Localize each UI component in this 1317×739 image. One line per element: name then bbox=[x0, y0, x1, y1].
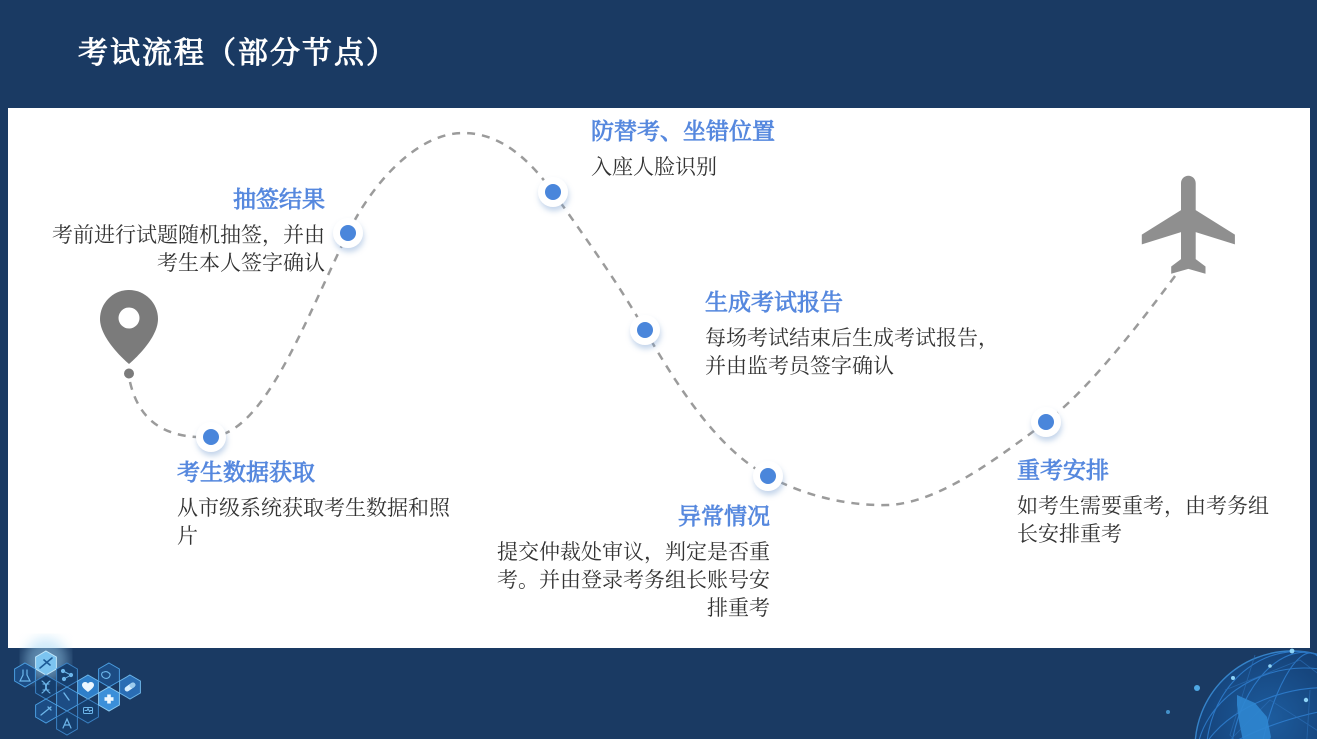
syringe-icon bbox=[40, 658, 52, 668]
slide-title: 考试流程（部分节点） bbox=[78, 37, 398, 70]
medical-hexagons-decoration bbox=[15, 638, 141, 735]
node-desc: 如考生需要重考，由考务组长安排重考 bbox=[1017, 495, 1269, 546]
node-desc: 从市级系统获取考生数据和照片 bbox=[177, 497, 450, 548]
flow-node-candidate-data bbox=[177, 457, 457, 551]
node-title: 异常情况 bbox=[678, 503, 770, 529]
node-desc: 入座人脸识别 bbox=[591, 156, 717, 179]
flask-icon bbox=[20, 670, 30, 681]
monitor-icon bbox=[84, 708, 93, 714]
node-desc: 考前进行试题随机抽签，并由考生本人签字确认 bbox=[52, 224, 325, 275]
node-title: 抽签结果 bbox=[233, 186, 325, 212]
flow-node-retake bbox=[1017, 455, 1287, 549]
syringe2-icon bbox=[41, 707, 51, 715]
pill-icon bbox=[124, 682, 137, 693]
flow-node-anti-cheat bbox=[591, 116, 921, 182]
globe-network-decoration bbox=[1166, 635, 1317, 739]
node-title: 防替考、坐错位置 bbox=[591, 118, 775, 144]
dna-icon bbox=[42, 681, 50, 693]
node-title: 重考安排 bbox=[1017, 457, 1109, 483]
thermometer-icon bbox=[64, 693, 69, 700]
node-desc: 每场考试结束后生成考试报告，并由监考员签字确认 bbox=[705, 327, 999, 378]
heart-icon bbox=[82, 682, 94, 692]
flow-node-exam-report bbox=[705, 287, 1005, 381]
brain-icon bbox=[102, 672, 110, 679]
node-desc: 提交仲裁处审议，判定是否重考。并由登录考务组长账号安排重考 bbox=[497, 541, 770, 620]
flow-node-exception bbox=[490, 501, 770, 623]
node-title: 生成考试报告 bbox=[705, 289, 843, 315]
node-title: 考生数据获取 bbox=[177, 459, 315, 485]
globe-landmass bbox=[1237, 695, 1271, 739]
flow-node-draw-result bbox=[45, 184, 325, 278]
cross-icon bbox=[105, 695, 114, 704]
compass-icon bbox=[63, 719, 71, 728]
molecule-icon bbox=[61, 669, 72, 680]
